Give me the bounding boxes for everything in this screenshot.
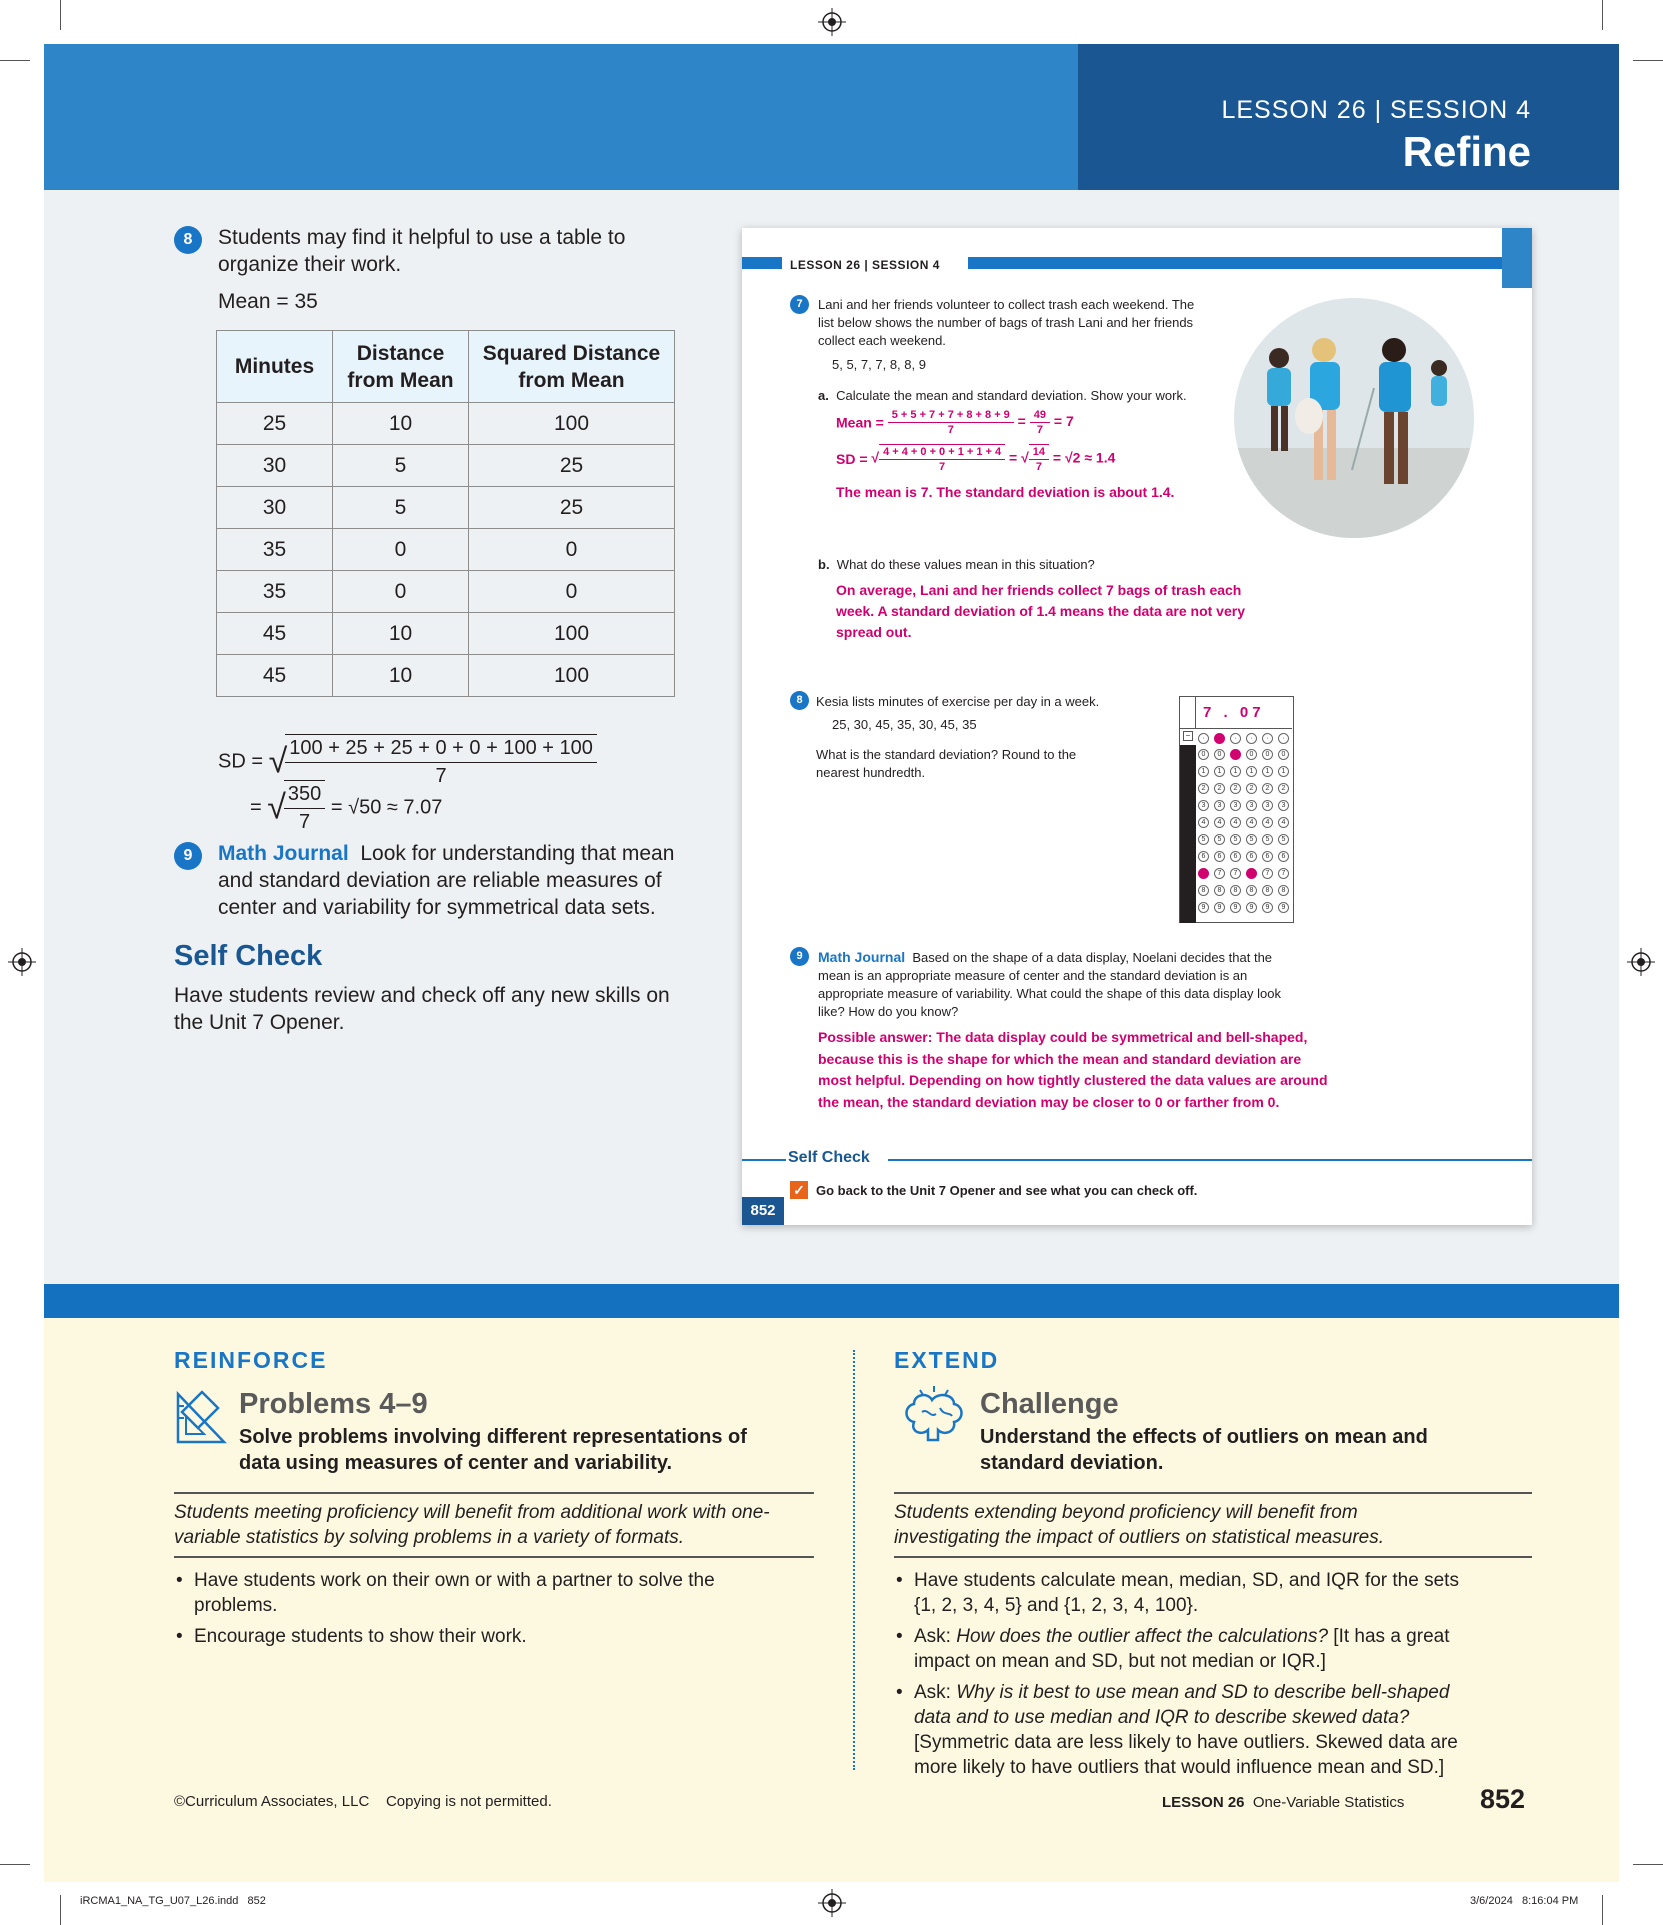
grid-bubble[interactable]: 2 [1246,783,1257,794]
grid-bubble[interactable]: 2 [1198,783,1209,794]
reinforce-heading: Problems 4–9 [239,1388,428,1420]
question-7b-text: b. What do these values mean in this situation? [818,557,1095,572]
grid-bubble[interactable]: 4 [1198,817,1209,828]
extend-intro: Students extending beyond proficiency will benefit from investigating the impact of outliers on statistical measures. [894,1502,1385,1548]
grid-bubble[interactable]: 4 [1246,817,1257,828]
footer-lesson: LESSON 26 One-Variable Statistics [1162,1794,1405,1811]
table-row: 35 0 0 [217,571,675,613]
grid-bubble[interactable]: 2 [1230,783,1241,794]
question-8-data: 25, 30, 45, 35, 30, 45, 35 [832,717,977,732]
slug-date: 3/6/2024 8:16:04 PM [1470,1895,1579,1907]
page-title: Refine [1402,128,1531,175]
question-7-text: Lani and her friends volunteer to collect trash each weekend. The list below shows the number of bags of trash Lani and her friends collect each weekend. [818,297,1195,348]
grid-bubble[interactable]: 1 [1198,766,1209,777]
grid-bubble[interactable]: · [1246,733,1257,744]
grid-bubble[interactable]: · [1230,733,1241,744]
question-7-data: 5, 5, 7, 7, 8, 8, 9 [832,357,926,372]
table-row: 45 10 100 [217,613,675,655]
list-item: • Have students calculate mean, median, SD, and IQR for the sets {1, 2, 3, 4, 5} and {1, 2, 3, 4, 100}. [894,1568,1474,1618]
grid-bubble[interactable]: 8 [1278,885,1289,896]
table-row: 45 10 100 [217,655,675,697]
question-9-answer: Possible answer: The data display could be symmetrical and bell-shaped, because this is the shape for which the mean and standard deviation are most helpful. Depending on how tightly clustered the data values are around the mean, the standard deviation may be closer to 0 or farther from 0. [818,1029,1328,1110]
grid-bubble[interactable]: 1 [1230,766,1241,777]
grid-bubble[interactable]: 7 [1278,868,1289,879]
table-row: 30 5 25 [217,487,675,529]
registration-mark-icon [8,948,36,976]
sd-formula-step2: = √ $\frac{350}{7}$ = √50 ≈ 7.07 [250,780,442,836]
section-divider-band [44,1284,1619,1318]
grid-bubble[interactable]: 1 [1262,766,1273,777]
grid-bubble[interactable]: 7 [1214,868,1225,879]
sd-formula: SD = √ $\frac{100 + 25 + 25 + 0 + 0 + 100 + 100}{7}$ [218,734,597,790]
list-item: • Ask: Why is it best to use mean and SD to describe bell-shaped data and to use median and IQR to describe skewed data? [Symmetric data are less likely to have outliers. Skewed data are more likely to have outliers that would influence mean and SD.] [894,1680,1474,1780]
slug-filename: iRCMA1_NA_TG_U07_L26.indd 852 [80,1895,266,1907]
grid-bubble[interactable]: 3 [1230,800,1241,811]
grid-bubble[interactable] [1198,868,1209,879]
item-9-badge: 9 [174,842,202,870]
grid-bubble[interactable]: 3 [1246,800,1257,811]
list-item: • Have students work on their own or with a partner to solve the problems. [174,1568,734,1618]
grid-bubble[interactable]: 3 [1278,800,1289,811]
grid-bubble[interactable]: 9 [1214,902,1225,913]
grid-bubble[interactable]: 5 [1278,834,1289,845]
grid-bubble[interactable]: 9 [1198,902,1209,913]
item-9-text: Math Journal Look for understanding that mean and standard deviation are reliable measures of center and variability for symmetrical data sets. [218,842,675,919]
header-subtitle: LESSON 26 | SESSION 4 [1221,96,1531,124]
grid-bubble[interactable]: 8 [1246,885,1257,896]
question-8-text: Kesia lists minutes of exercise per day in a week. [816,694,1100,709]
grid-bubble[interactable]: 2 [1214,783,1225,794]
grid-bubble[interactable]: 1 [1278,766,1289,777]
grid-bubble[interactable]: · [1214,733,1225,744]
grid-bubble[interactable]: 5 [1262,834,1273,845]
grid-bubble[interactable]: 3 [1214,800,1225,811]
table-header: Squared Distance from Mean [469,331,675,403]
question-7a-text: a. Calculate the mean and standard deviation. Show your work. [818,388,1187,403]
table-header: Minutes [217,331,333,403]
grid-bubble[interactable] [1230,749,1241,760]
grid-bubble[interactable]: 8 [1262,885,1273,896]
grid-bubble[interactable]: 3 [1262,800,1273,811]
extend-subheading: Understand the effects of outliers on mean and standard deviation. [980,1426,1428,1474]
grid-bubble[interactable]: 5 [1246,834,1257,845]
question-8-badge: 8 [790,691,809,710]
grid-bubble[interactable]: 9 [1230,902,1241,913]
checkbox-icon: ✓ [790,1181,808,1199]
grid-bubble[interactable]: 8 [1214,885,1225,896]
grid-bubble[interactable]: 5 [1230,834,1241,845]
list-item: • Ask: How does the outlier affect the calculations? [It has a great impact on mean and SD, but not median or IQR.] [894,1624,1474,1674]
student-page-number: 852 [742,1197,784,1225]
item-8-badge: 8 [174,226,202,254]
grid-bubble[interactable] [1246,868,1257,879]
list-item: • Encourage students to show their work. [174,1624,734,1649]
grid-bubble[interactable]: 0 [1246,749,1257,760]
table-row: 35 0 0 [217,529,675,571]
reinforce-list [174,1568,734,1655]
self-check-heading: Self Check [174,940,323,972]
grid-bubble[interactable]: 8 [1230,885,1241,896]
grid-bubble[interactable]: 2 [1262,783,1273,794]
registration-mark-icon [818,1889,846,1917]
grid-bubble[interactable]: 4 [1214,817,1225,828]
grid-bubble[interactable]: 9 [1262,902,1273,913]
grid-bubble[interactable]: 6 [1246,851,1257,862]
grid-bubble[interactable]: 7 [1262,868,1273,879]
grid-answer-digits: 7 . 07 [1196,697,1292,729]
self-check-text: Have students review and check off any new skills on the Unit 7 Opener. [174,984,670,1034]
grid-bubble[interactable]: · [1262,733,1273,744]
mean-label: Mean = 35 [218,290,318,313]
brain-icon [900,1386,970,1448]
reinforce-intro: Students meeting proficiency will benefit from additional work with one-variable statistics by solving problems in a variety of formats. [174,1502,770,1548]
grid-bubble[interactable]: 1 [1246,766,1257,777]
grid-bubble[interactable]: 0 [1198,749,1209,760]
grid-bubble[interactable]: 5 [1198,834,1209,845]
question-7b-answer: On average, Lani and her friends collect 7 bags of trash each week. A standard deviation of 1.4 means the data are not very spread out. [836,582,1245,640]
grid-bubble[interactable]: 9 [1246,902,1257,913]
copyright-notice: ©Curriculum Associates, LLC Copying is not permitted. [174,1793,552,1810]
student-self-check-heading: Self Check [788,1149,870,1166]
question-7a-answer: The mean is 7. The standard deviation is about 1.4. [836,484,1175,500]
extend-list [894,1568,1474,1786]
grid-bubble[interactable]: · [1198,733,1209,744]
extend-heading: Challenge [980,1388,1119,1420]
table-header: Distance from Mean [333,331,469,403]
registration-mark-icon [1627,948,1655,976]
grid-bubble[interactable]: 0 [1278,749,1289,760]
answer-grid: − 7 . 07 · 0 1 2 3 4 5 6 8 9 · 0 1 2 3 4 5 6 7 8 9 · 1 2 3 4 5 6 7 8 9 · 0 1 2 3 4 5 6 8 9 · 0 1 2 3 4 5 6 7 8 9 · 0 1 2 3 4 5 6 7 8 9 [1179,696,1294,923]
table-row: 30 5 25 [217,445,675,487]
question-8-question: What is the standard deviation? Round to the nearest hundredth. [816,747,1077,780]
grid-bubble[interactable]: 9 [1278,902,1289,913]
grid-bubble[interactable]: 6 [1230,851,1241,862]
volunteers-photo [1234,298,1474,538]
grid-bubble[interactable]: 0 [1214,749,1225,760]
question-7-badge: 7 [790,295,809,314]
grid-bubble[interactable]: 6 [1278,851,1289,862]
grid-bubble[interactable]: 4 [1278,817,1289,828]
page-number: 852 [1480,1784,1526,1814]
item-8-text: Students may find it helpful to use a table to organize their work. [218,226,626,276]
grid-bubble[interactable]: 6 [1214,851,1225,862]
grid-bubble[interactable]: 6 [1262,851,1273,862]
registration-mark-icon [818,8,846,36]
grid-bubble[interactable]: 2 [1278,783,1289,794]
extend-label: EXTEND [894,1347,1000,1373]
distance-table [216,330,675,697]
table-row: 25 10 100 [217,403,675,445]
question-7a-mean: Mean = $\frac{5 + 5 + 7 + 7 + 8 + 8 + 9}{7}$ = $\frac{49}{7}$ = 7 [836,409,1074,436]
reinforce-subheading: Solve problems involving different representations of data using measures of center and variability. [239,1426,747,1474]
grid-bubble[interactable]: · [1278,733,1289,744]
grid-bubble[interactable]: 7 [1230,868,1241,879]
grid-bubble[interactable]: 1 [1214,766,1225,777]
question-7a-sd: SD = √ $\frac{4 + 4 + 0 + 0 + 1 + 1 + 4}{7}$ = √ $\frac{14}{7}$ = √2 ≈ 1.4 [836,446,1116,473]
grid-bubble[interactable]: 4 [1262,817,1273,828]
grid-bubble[interactable]: 5 [1214,834,1225,845]
question-9-text: Math Journal Based on the shape of a data display, Noelani decides that the mean is an appropriate measure of center and the standard deviation is an appropriate measure of variability. What could the shape of this data display look like? How do you know? [818,949,1281,1019]
grid-bubble[interactable]: 3 [1198,800,1209,811]
grid-bubble[interactable]: 0 [1262,749,1273,760]
grid-bubble[interactable]: 6 [1198,851,1209,862]
student-page-header: LESSON 26 | SESSION 4 [790,258,940,272]
grid-bubble[interactable]: 8 [1198,885,1209,896]
reinforce-label: REINFORCE [174,1347,328,1373]
ruler-triangle-icon [172,1386,230,1448]
question-9-badge: 9 [790,947,809,966]
student-self-check-text: Go back to the Unit 7 Opener and see what you can check off. [816,1183,1198,1198]
grid-bubble[interactable]: 4 [1230,817,1241,828]
